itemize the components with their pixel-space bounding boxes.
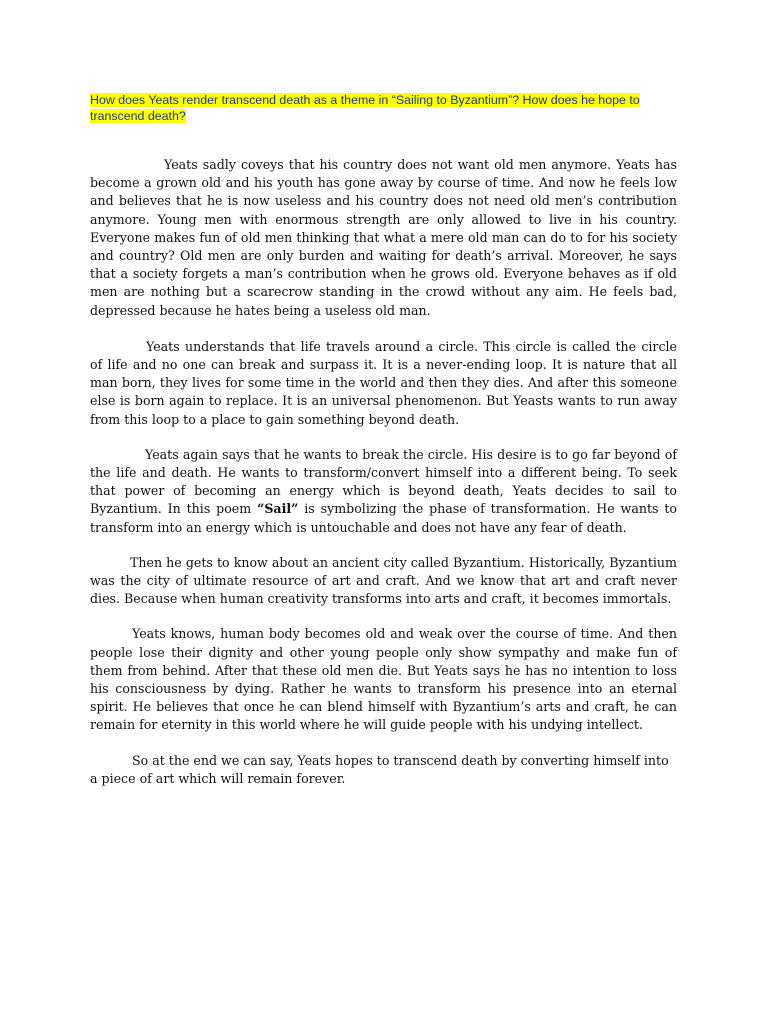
question-heading	[90, 92, 690, 124]
essay-body	[90, 156, 677, 805]
paragraph-1: Yeats sadly coveys that his country does not want old men anymore. Yeats has become a grown old and his youth has gone away by course of time. And now he feels low and believes that he is now useless and his country does not need old men’s contribution anymore. Young men with enormous strength are only allowed to live in his country. Everyone makes fun of old men thinking that what a mere old man can do to for his society and country? Old men are only burden and waiting for death’s arrival. Moreover, he says that a society forgets a man’s contribution when he grows old. Everyone behaves as if old men are nothing but a scarecrow standing in the crowd without any aim. He feels bad, depressed because he hates being a useless old man.	[90, 157, 677, 318]
paragraph-5: Yeats knows, human body becomes old and weak over the course of time. And then people lose their dignity and other young people only show sympathy and make fun of them from behind. After that these old men die. But Yeats says he has no intention to loss his consciousness by dying. Rather he wants to transform his presence into an eternal spirit. He believes that once he can blend himself with Byzantium’s arts and craft, he can remain for eternity in this world where he will guide people with his undying intellect.	[90, 626, 677, 733]
question-highlight: How does Yeats render transcend death as a theme in “Sailing to Byzantium”? How does he hope to transcend death?	[90, 93, 640, 123]
paragraph-3	[90, 446, 677, 537]
paragraph-3-text-after: is symbolizing the phase of transformation. He wants to transform into an energy which is untouchable and does not have any fear of death.	[90, 501, 677, 535]
paragraph-3-bold-sail: “Sail”	[257, 501, 299, 517]
paragraph-2: Yeats understands that life travels around a circle. This circle is called the circle of life and no one can break and surpass it. It is a never-ending loop. It is nature that all man born, they lives for some time in the world and then they dies. And after this someone else is born again to replace. It is an universal phenomenon. But Yeasts wants to run away from this loop to a place to gain something beyond death.	[90, 338, 677, 427]
paragraph-6: So at the end we can say, Yeats hopes to transcend death by converting himself into a piece of art which will remain forever.	[90, 752, 669, 786]
paragraph-4: Then he gets to know about an ancient city called Byzantium. Historically, Byzantium was the city of ultimate resource of art and craft. And we know that art and craft never dies. Because when human creativity transforms into arts and craft, it becomes immortals.	[90, 554, 677, 607]
paragraph-3-text-before: Yeats again says that he wants to break the circle. His desire is to go far beyond of the life and death. He wants to transform/convert himself into a different being. To seek that power of becoming an energy which is beyond death, Yeats decides to sail to Byzantium. In this poem	[90, 446, 677, 517]
